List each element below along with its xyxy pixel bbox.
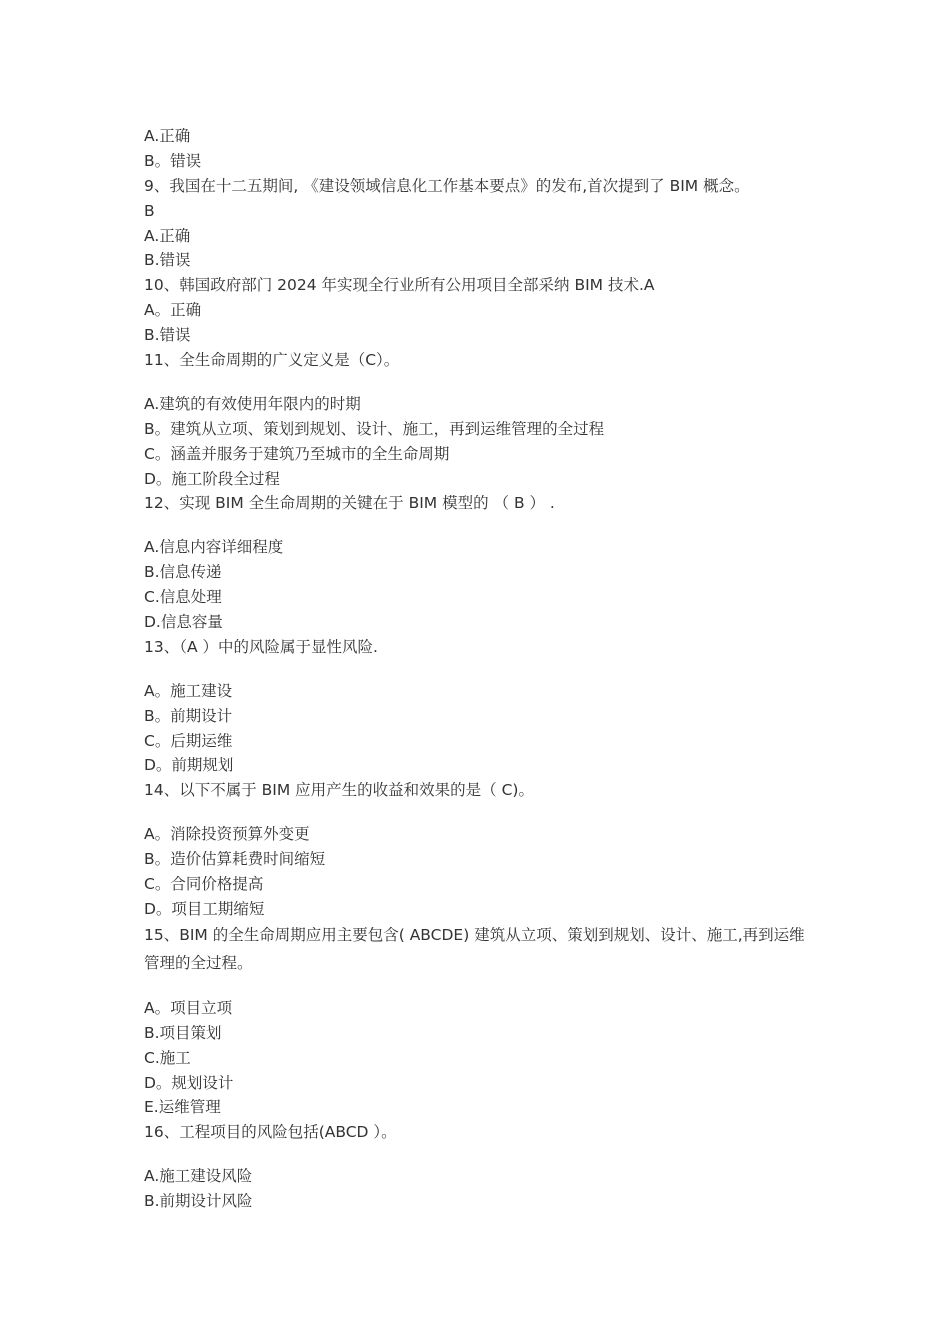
option-line: C.施工 [144,1048,191,1067]
option-line: D.信息容量 [144,613,223,632]
answer-line: B [144,201,155,220]
option-line: A。正确 [144,301,202,320]
option-line: C。后期运维 [144,731,233,750]
option-line: A。施工建设 [144,681,233,700]
option-line: C。合同价格提高 [144,875,264,894]
option-line: D。前期规划 [144,756,234,775]
option-line: D。施工阶段全过程 [144,469,280,488]
option-line: A.正确 [144,127,191,145]
question-line: 10、韩国政府部门 2024 年实现全行业所有公用项目全部采纳 BIM 技术.A [144,276,655,295]
option-line: B。造价估算耗费时间缩短 [144,850,326,869]
spacer [144,660,814,679]
option-line: B。建筑从立项、策划到规划、设计、施工，再到运维管理的全过程 [144,419,605,438]
question-line: 14、以下不属于 BIM 应用产生的收益和效果的是（ C)。 [144,781,534,800]
spacer [144,516,814,535]
question-line: 16、工程项目的风险包括(ABCD ）。 [144,1123,397,1142]
option-line: A。消除投资预算外变更 [144,825,310,844]
option-line: B.信息传递 [144,563,222,582]
option-line: C.信息处理 [144,588,222,607]
option-line: B.错误 [144,251,191,270]
option-line: E.运维管理 [144,1098,221,1117]
option-line: B.项目策划 [144,1023,222,1042]
option-line: A。项目立项 [144,998,233,1017]
option-line: D。规划设计 [144,1073,234,1092]
option-line: B。错误 [144,151,202,170]
spacer [144,1145,814,1164]
option-line: A.信息内容详细程度 [144,538,284,557]
option-line: A.正确 [144,226,191,245]
question-line: 11、全生命周期的广义定义是（C）。 [144,351,400,370]
document-page [144,124,814,1214]
option-line: A.建筑的有效使用年限内的时期 [144,394,361,413]
option-line: B.错误 [144,326,191,345]
question-line: 13、（A ）中的风险属于显性风险. [144,637,378,656]
spacer [144,803,814,822]
option-line: C。涵盖并服务于建筑乃至城市的全生命周期 [144,444,450,463]
spacer [144,373,814,392]
option-line: B。前期设计 [144,706,233,725]
question-line: 9、我国在十二五期间, 《建设领域信息化工作基本要点》的发布,首次提到了 BIM 概念。 [144,176,750,195]
option-line: D。项目工期缩短 [144,899,265,918]
question-line: 15、BIM 的全生命周期应用主要包含( ABCDE) 建筑从立项、策划到规划、设计、施工,再到运维管理的全过程。 [144,925,805,972]
question-line: 12、实现 BIM 全生命周期的关键在于 BIM 模型的 （ B ） . [144,494,555,513]
option-line: A.施工建设风险 [144,1167,253,1186]
option-line: B.前期设计风险 [144,1192,253,1211]
spacer [144,977,814,996]
